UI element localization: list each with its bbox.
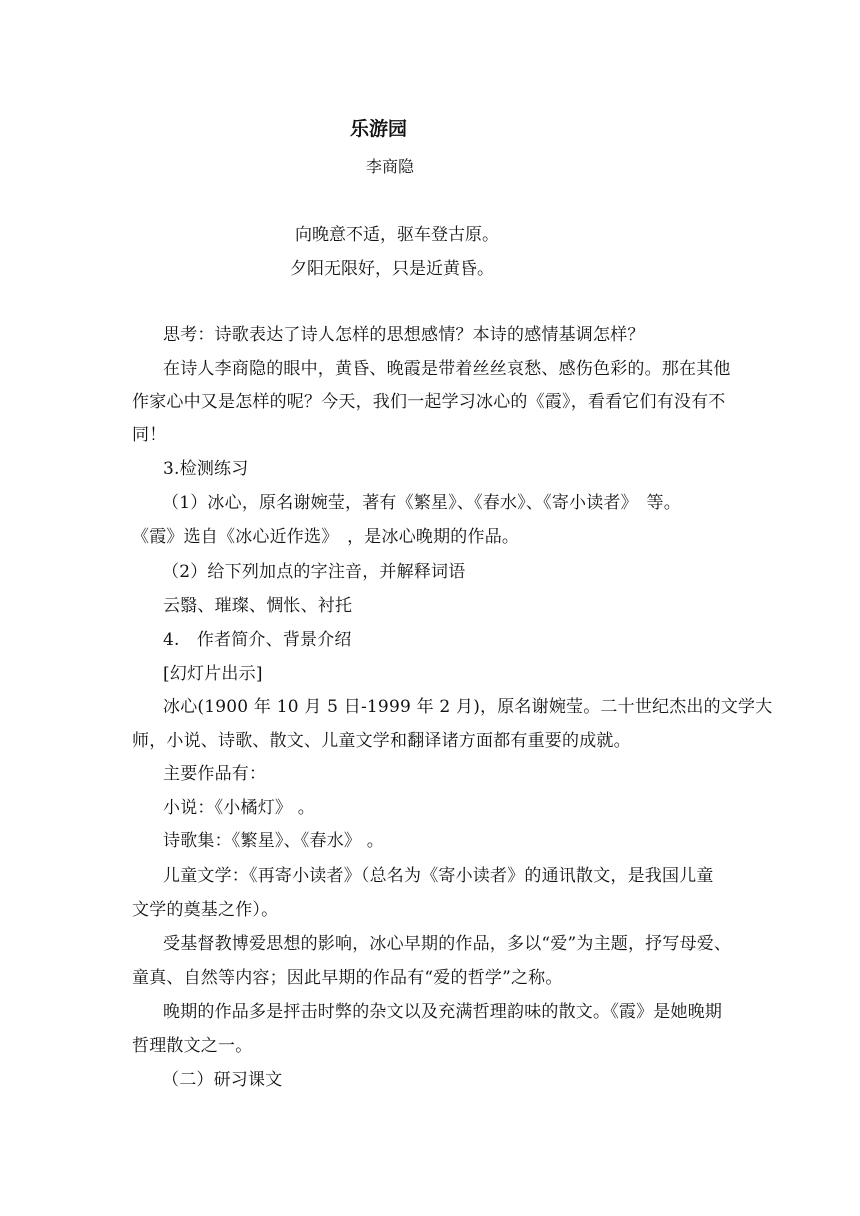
bio-line-1: 冰心(1900 年 10 月 5 日-1999 年 2 月)，原名谢婉莹。二十世纪杰出的文学大 xyxy=(163,697,773,717)
thinking-question: 思考：诗歌表达了诗人怎样的思想感情？本诗的感情基调怎样？ xyxy=(163,325,645,345)
early-works-line-1: 受基督教博爱思想的影响，冰心早期的作品，多以“爱”为主题，抒写母爱、 xyxy=(163,934,732,954)
works-heading: 主要作品有： xyxy=(163,764,267,784)
poem-line-2: 夕阳无限好，只是近黄昏。 xyxy=(290,259,494,279)
intro-paragraph-line-3: 同！ xyxy=(132,425,167,445)
intro-paragraph-line-1: 在诗人李商隐的眼中，黄昏、晚霞是带着丝丝哀愁、感伤色彩的。那在其他 xyxy=(163,359,731,379)
works-novel: 小说：《小橘灯》 。 xyxy=(163,798,315,818)
late-works-line-2: 哲理散文之一。 xyxy=(132,1036,253,1056)
works-poetry: 诗歌集：《繁星》、《春水》 。 xyxy=(163,831,384,851)
poem-author: 李商隐 xyxy=(366,157,415,176)
section-two-heading: （二）研习课文 xyxy=(162,1070,283,1090)
vocabulary-words: 云翳、璀璨、惆怅、衬托 xyxy=(163,596,353,616)
works-children-line-2: 文学的奠基之作）。 xyxy=(132,900,279,920)
section-4-heading: 4. 作者简介、背景介绍 xyxy=(163,630,352,650)
section-3-heading: 3.检测练习 xyxy=(163,459,249,479)
question-1-line-1: （1）冰心，原名谢婉莹，著有《繁星》、《春水》、《寄小读者》 等。 xyxy=(162,493,681,513)
intro-paragraph-line-2: 作家心中又是怎样的呢？今天，我们一起学习冰心的《霞》，看看它们有没有不 xyxy=(132,392,726,412)
question-2: （2）给下列加点的字注音，并解释词语 xyxy=(162,562,466,582)
works-children-line-1: 儿童文学：《再寄小读者》（总名为《寄小读者》的通讯散文，是我国儿童 xyxy=(163,866,714,886)
poem-line-1: 向晚意不适，驱车登古原。 xyxy=(295,225,499,245)
early-works-line-2: 童真、自然等内容；因此早期的作品有“爱的哲学”之称。 xyxy=(132,968,563,988)
question-1-line-2: 《霞》选自《冰心近作选》 ，是冰心晚期的作品。 xyxy=(132,527,520,547)
poem-title: 乐游园 xyxy=(350,118,408,140)
slide-note: [幻灯片出示] xyxy=(163,664,263,684)
bio-line-2: 师，小说、诗歌、散文、儿童文学和翻译诸方面都有重要的成就。 xyxy=(132,731,631,751)
late-works-line-1: 晚期的作品多是抨击时弊的杂文以及充满哲理韵味的散文。《霞》是她晚期 xyxy=(163,1002,723,1022)
